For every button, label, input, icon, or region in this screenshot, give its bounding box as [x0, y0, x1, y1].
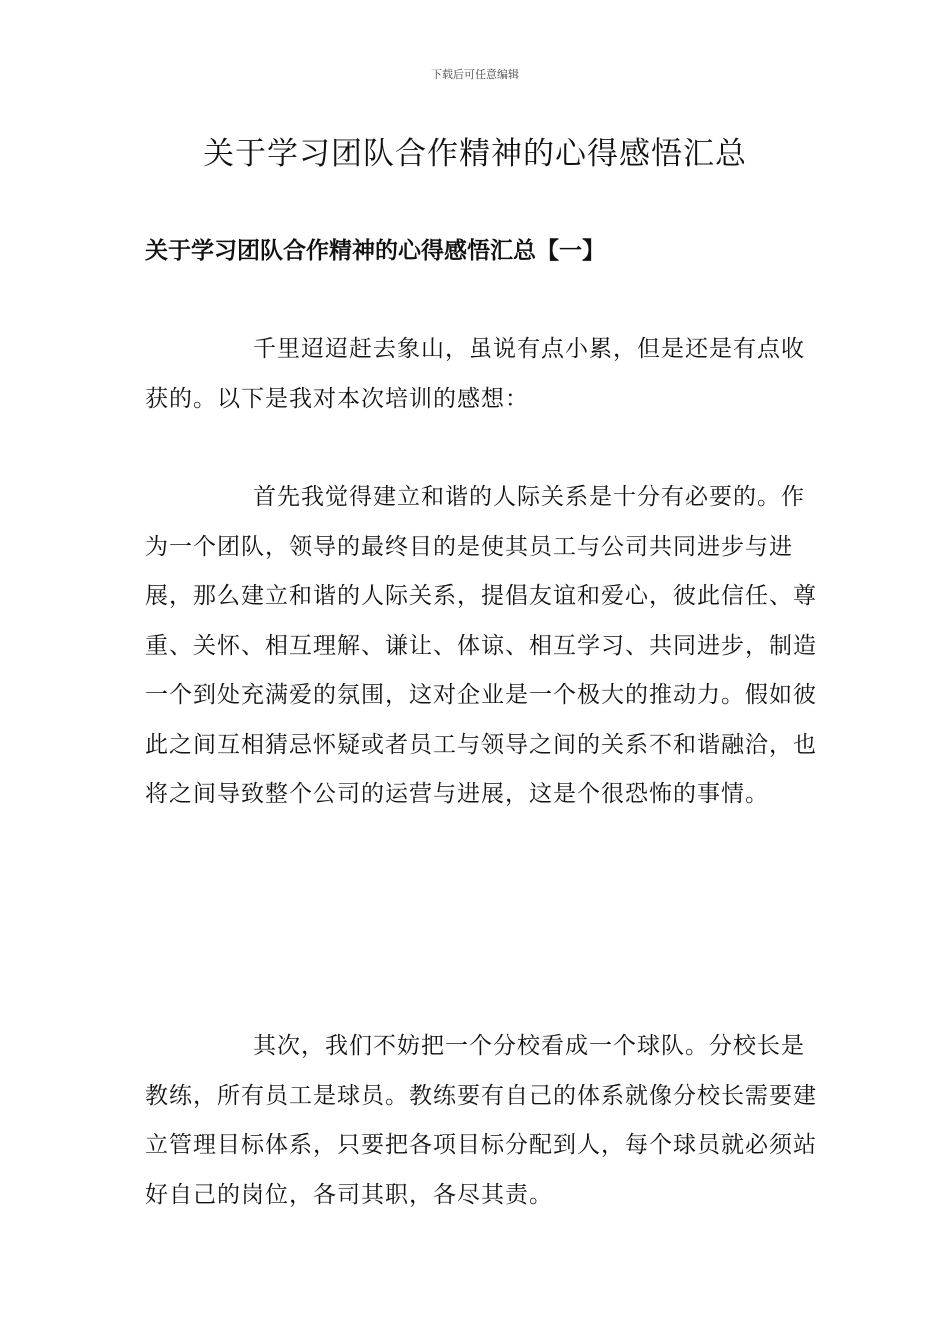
section-heading: 关于学习团队合作精神的心得感悟汇总【一】 — [145, 238, 605, 264]
paragraph-3: 其次，我们不妨把一个分校看成一个球队。分校长是教练，所有员工是球员。教练要有自己的体系就像分校长需要建立管理目标体系，只要把各项目标分配到人，每个球员就必须站好自己的岗位，各司其职，各尽其责。 — [145, 1033, 817, 1208]
paragraph-2: 首先我觉得建立和谐的人际关系是十分有必要的。作为一个团队，领导的最终目的是使其员工与公司共同进步与进展，那么建立和谐的人际关系，提倡友谊和爱心，彼此信任、尊重、关怀、相互理解、谦让、体谅、相互学习、共同进步，制造一个到处充满爱的氛围，这对企业是一个极大的推动力。假如彼此之间互相猜忌怀疑或者员工与领导之间的关系不和谐融洽，也将之间导致整个公司的运营与进展，这是个很恐怖的事情。 — [145, 484, 817, 807]
paragraph-1: 千里迢迢赶去象山，虽说有点小累，但是还是有点收获的。以下是我对本次培训的感想： — [145, 336, 805, 412]
document-title: 关于学习团队合作精神的心得感悟汇总 — [203, 136, 747, 172]
header-note: 下载后可任意编辑 — [431, 68, 519, 81]
